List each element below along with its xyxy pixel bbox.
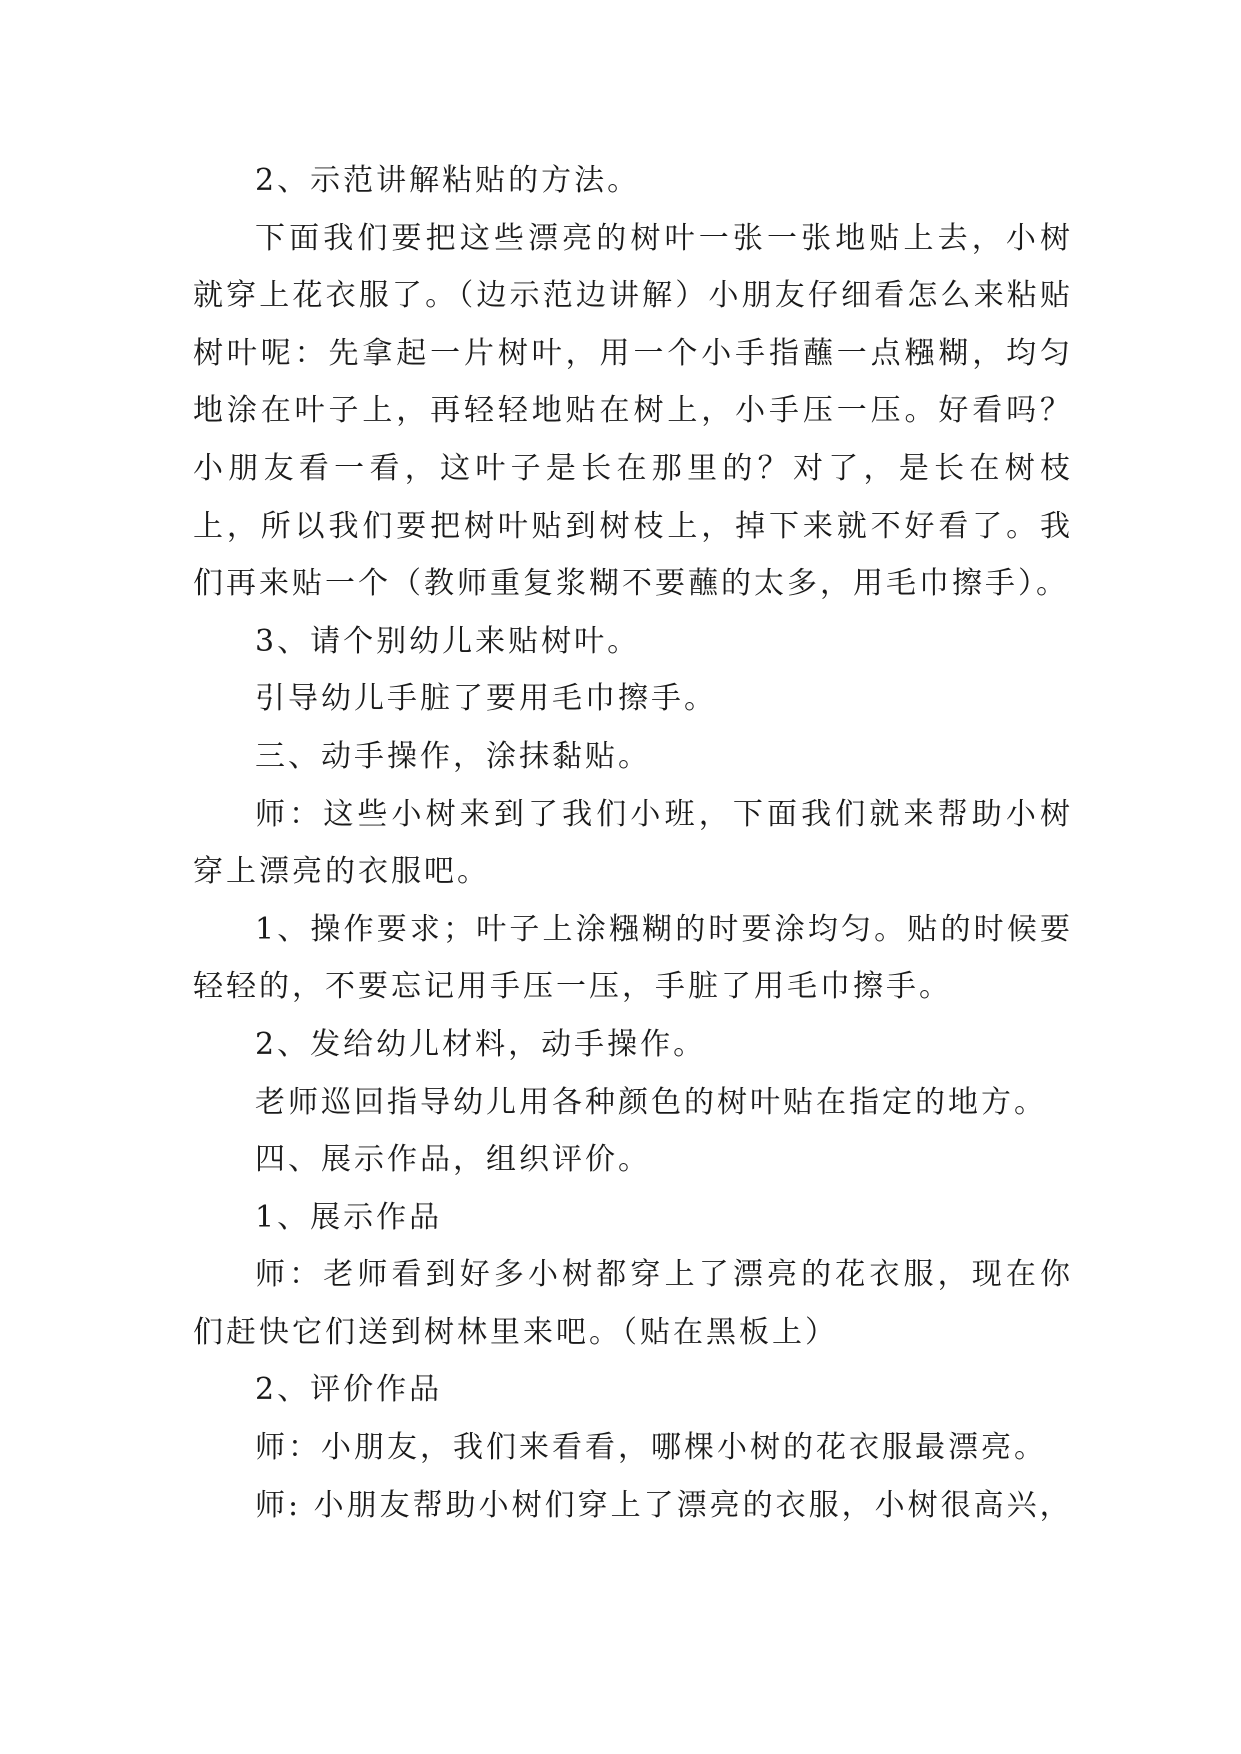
paragraph-2: 下面我们要把这些漂亮的树叶一张一张地贴上去，小树就穿上花衣服了。（边示范边讲解）小朋友仔细看怎么来粘贴树叶呢：先拿起一片树叶，用一个小手指蘸一点糨糊，均匀地涂在叶子上，再轻轻地贴在树上，小手压一压。好看吗？小朋友看一看，这叶子是长在那里的？对了，是长在树枝上，所以我们要把树叶贴到树枝上，掉下来就不好看了。我们再来贴一个（教师重复浆糊不要蘸的太多，用毛巾擦手）。	[193, 220, 1073, 602]
paragraph-5: 三、动手操作，涂抹黏贴。	[255, 738, 651, 774]
paragraph-12: 师：老师看到好多小树都穿上了漂亮的花衣服，现在你们赶快它们送到树林里来吧。（贴在黑板上）	[193, 1257, 1073, 1350]
paragraph-13: 2、评价作品	[255, 1372, 443, 1408]
paragraph-10: 四、展示作品，组织评价。	[255, 1142, 651, 1178]
paragraph-1: 2、示范讲解粘贴的方法。	[255, 163, 641, 198]
paragraph-15: 师: 小朋友帮助小树们穿上了漂亮的衣服，小树很高兴，	[255, 1487, 1073, 1523]
paragraph-9: 老师巡回指导幼儿用各种颜色的树叶贴在指定的地方。	[255, 1084, 1047, 1120]
paragraph-3: 3、请个别幼儿来贴树叶。	[255, 623, 641, 659]
paragraph-7: 1、操作要求；叶子上涂糨糊的时要涂均匀。贴的时候要轻轻的，不要忘记用手压一压，手脏了用毛巾擦手。	[193, 911, 1073, 1005]
paragraph-8: 2、发给幼儿材料，动手操作。	[255, 1026, 707, 1062]
document-body	[193, 152, 1073, 1534]
paragraph-6: 师：这些小树来到了我们小班，下面我们就来帮助小树穿上漂亮的衣服吧。	[193, 796, 1073, 890]
paragraph-4: 引导幼儿手脏了要用毛巾擦手。	[255, 681, 717, 717]
paragraph-14: 师：小朋友，我们来看看，哪棵小树的花衣服最漂亮。	[255, 1430, 1047, 1466]
paragraph-11: 1、展示作品	[255, 1199, 443, 1235]
